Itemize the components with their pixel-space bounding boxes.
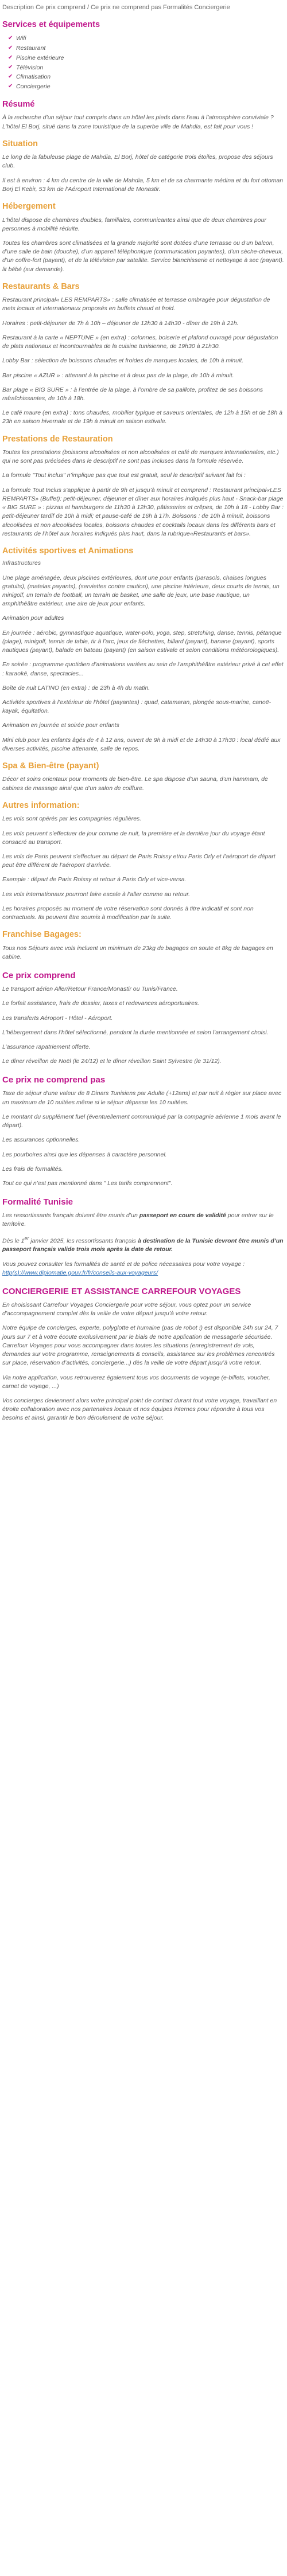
resume-section [2, 100, 284, 131]
spa-section [2, 761, 284, 793]
services-heading: Services et équipements [2, 19, 100, 29]
activites-text-7: Animation en journée et soirée pour enfants [2, 722, 119, 729]
activites-text-4: En soirée : programme quotidien d’animations variées au sein de l’amphithéâtre extérieur privé à cet effet : karaoké, danse, spectacles... [2, 661, 284, 677]
restaurants-text-5: Bar piscine « AZUR » : attenant à la piscine et à deux pas de la plage, de 10h à minuit. [2, 372, 234, 379]
conciergerie-heading: CONCIERGERIE ET ASSISTANCE CARREFOUR VOYAGES [2, 1286, 241, 1296]
franchise-heading: Franchise Bagages: [2, 930, 82, 940]
situation-text-2: Il est à environ : 4 km du centre de la ville de Mahdia, 5 km et de sa charmante médina et du fort ottoman Borj El Kebir, 53 km de l’Aéroport International de Monastir. [2, 177, 284, 193]
resume-text: À la recherche d’un séjour tout compris dans un hôtel les pieds dans l’eau à l’atmosphère conviviale ? L’hôtel El Borj, situé dans la zone touristique de la superbe ville de Mahdia, est fait pour vous ! [2, 114, 274, 130]
autres-text-2: Les vols peuvent s’effectuer de jour comme de nuit, la première et la dernière jour du voyage étant consacré au transport. [2, 830, 265, 846]
formalite-section [2, 1197, 284, 1277]
activites-text-2: Animation pour adultes [2, 615, 64, 622]
restaurants-text-6: Bar plage « BIG SURE » : à l’entrée de la plage, à l’ombre de sa paillote, profitez de ses boissons rafraîchissantes, de 10h à 18h. [2, 386, 263, 402]
activites-text-8: Mini club pour les enfants âgés de 4 à 12 ans, ouvert de 9h à midi et de 14h30 à 17h30 : local dédié aux diverses activités, piscine attenante, salle de repos. [2, 736, 281, 752]
activites-text-5: Boîte de nuit LATINO (en extra) : de 23h à 4h du matin. [2, 684, 150, 691]
check-icon: ✔ [8, 54, 13, 61]
conciergerie-section [2, 1287, 284, 1423]
spa-heading: Spa & Bien-être (payant) [2, 761, 99, 771]
services-list [2, 34, 284, 92]
conciergerie-text-1: En choisissant Carrefour Voyages Conciergerie pour votre séjour, vous optez pour un service d’accompagnement complet dès la veille de votre départ jusqu’à votre retour. [2, 1301, 251, 1318]
diplomatie-link[interactable]: http(s)://www.diplomatie.gouv.fr/fr/conseils-aux-voyageurs/ [2, 1269, 158, 1276]
list-item: ✔ Conciergerie [8, 83, 51, 91]
page [0, 3, 287, 1437]
hebergement-text-1: L’hôtel dispose de chambres doubles, familiales, communicantes ainsi que de deux chambres pour personnes à mobilité réduite. [2, 216, 266, 232]
restaurants-section [2, 282, 284, 427]
ne-comprend-text-6: Tout ce qui n’est pas mentionné dans " Les tarifs comprennent". [2, 1179, 173, 1187]
franchise-section [2, 930, 284, 961]
autres-text-4: Exemple : départ de Paris Roissy et retour à Paris Orly et vice-versa. [2, 876, 187, 884]
check-icon: ✔ [8, 45, 13, 52]
restaurants-text-1: Restaurant principal« LES REMPARTS» : salle climatisée et terrasse ombragée pour dégustation de mets locaux et internationaux proposés en buffets chaud et froid. [2, 296, 270, 312]
restaurants-text-7: Le café maure (en extra) : tons chaudes, mobilier typique et saveurs orientales, de 12h à 15h et de 18h à 23h en saison hivernale et de 19h à minuit en saison estivale. [2, 409, 282, 425]
tab-bar[interactable]: Description Ce prix comprend / Ce prix ne comprend pas Formalités Conciergerie [2, 4, 230, 11]
situation-section [2, 139, 284, 194]
restaurants-heading: Restaurants & Bars [2, 282, 80, 291]
prestations-section [2, 435, 284, 538]
formalite-text-3: Vous pouvez consulter les formalités de santé et de police nécessaires pour votre voyage : http(s)://www.diplomatie.gouv.fr/fr/conseils-aux-voyageurs/ [2, 1260, 245, 1276]
activites-text-6: Activités sportives à l’extérieur de l’hôtel (payantes) : quad, catamaran, plongée sous-marine, canoë-kayak, équitation. [2, 698, 272, 715]
comprend-heading: Ce prix comprend [2, 971, 76, 981]
autres-section [2, 801, 284, 922]
list-item: ✔ Climatisation [8, 73, 51, 81]
autres-heading: Autres information: [2, 800, 80, 810]
activites-subheading: Infrastructures [2, 560, 41, 567]
prestations-text-1: Toutes les prestations (boissons alcoolisées et non alcoolisées et café de marques internationales, etc.) qui ne sont pas précisées dans le descriptif ne sont pas incluses dans la formule réservée. [2, 449, 279, 465]
ne-comprend-text-2: Le montant du supplément fuel (éventuellement communiqué par la compagnie aérienne 1 mois avant le départ). [2, 1113, 281, 1129]
formalite-text-1: Les ressortissants français doivent être munis d’un passeport en cours de validité pour entrer sur le territoire. [2, 1212, 274, 1228]
list-item: ✔ Piscine extérieure [8, 54, 64, 61]
situation-text-1: Le long de la fabuleuse plage de Mahdia, El Borj, hôtel de catégorie trois étoiles, propose des séjours club. [2, 154, 273, 170]
formalite-heading: Formalité Tunisie [2, 1197, 73, 1207]
check-icon: ✔ [8, 64, 13, 71]
check-icon: ✔ [8, 83, 13, 90]
prestations-text-2: La formule "Tout inclus" n’implique pas que tout est gratuit, seul le descriptif suivant fait foi : [2, 472, 246, 479]
list-item: ✔ Télévision [8, 64, 44, 71]
services-section [2, 20, 284, 92]
comprend-text-6: Le dîner réveillon de Noël (le 24/12) et le dîner réveillon Saint Sylvestre (le 31/12). [2, 1058, 222, 1065]
conciergerie-text-3: Via notre application, vous retrouverez également tous vos documents de voyage (e-billets, voucher, carnet de voyage, ...) [2, 1374, 270, 1390]
hebergement-text-2: Toutes les chambres sont climatisées et la grande majorité sont dotées d’une terrasse ou d’un balcon, d’une salle de bain (douche), d’un appareil téléphonique (communication payantes), d’un sèche-cheveux, d’un coffre-fort (payant), et de la télévision par satellite. Service blanchisserie et nettoyage à sec (payant). lit bébé (sur demande). [2, 239, 284, 273]
ne-comprend-text-1: Taxe de séjour d’une valeur de 8 Dinars Tunisiens par Adulte (+12ans) et par nuit à régler sur place avec un maximum de 10 nuitées même si le séjour dépasse les 10 nuitées. [2, 1090, 282, 1106]
check-icon: ✔ [8, 73, 13, 80]
ne-comprend-text-5: Les frais de formalités. [2, 1165, 63, 1172]
activites-heading: Activités sportives et Animations [2, 546, 134, 556]
check-icon: ✔ [8, 35, 13, 42]
comprend-section [2, 971, 284, 1066]
comprend-text-2: Le forfait assistance, frais de dossier, taxes et redevances aéroportuaires. [2, 1000, 200, 1007]
ne-comprend-text-3: Les assurances optionnelles. [2, 1136, 80, 1144]
resume-heading: Résumé [2, 100, 35, 110]
autres-text-1: Les vols sont opérés par les compagnies régulières. [2, 815, 142, 823]
ne-comprend-section [2, 1075, 284, 1188]
restaurants-text-4: Lobby Bar : sélection de boissons chaudes et froides de marques locales, de 10h à minuit. [2, 357, 244, 365]
ne-comprend-heading: Ce prix ne comprend pas [2, 1075, 106, 1085]
restaurants-text-2: Horaires : petit-déjeuner de 7h à 10h – déjeuner de 12h30 à 14h30 - dîner de 19h à 21h. [2, 319, 239, 327]
autres-text-3: Les vols de Paris peuvent s’effectuer au départ de Paris Roissy et/ou Paris Orly et l’aéroport de départ peut être différent de l’aéroport d’arrivée. [2, 853, 276, 869]
comprend-text-4: L’hébergement dans l’hôtel sélectionné, pendant la durée mentionnée et selon l’arrangement choisi. [2, 1029, 269, 1036]
spa-text: Décor et soins orientaux pour moments de bien-être. Le spa dispose d’un sauna, d’un hammam, de cabines de massage ainsi que d’un salon de coiffure. [2, 776, 268, 792]
activites-text-1: Une plage aménagée, deux piscines extérieures, dont une pour enfants (parasols, chaises longues gratuits), (matelas payants), (serviettes contre caution), une piscine intérieure, deux courts de tennis, un minigolf, un terrain de football, un terrain de basket, une salle de jeux, une base nautique, un amphithéâtre extérieur, une aire de jeux pour enfants. [2, 574, 280, 608]
autres-text-5: Les vols internationaux pourront faire escale à l’aller comme au retour. [2, 890, 191, 898]
formalite-text-2: Dès le 1er janvier 2025, les ressortissants français à destination de la Tunisie devront être munis d’un passeport français valide trois mois après la date de retour. [2, 1235, 284, 1253]
restaurants-text-3: Restaurant à la carte « NEPTUNE » (en extra) : colonnes, boiserie et plafond ouvragé pour dégustation de plats nationaux et incontournables de la cuisine tunisienne, de 19h30 à 21h30. [2, 334, 278, 350]
list-item: ✔ Restaurant [8, 45, 46, 52]
comprend-text-5: L’assurance rapatriement offerte. [2, 1043, 91, 1050]
situation-heading: Situation [2, 139, 38, 148]
comprend-text-3: Les transferts Aéroport - Hôtel - Aéroport. [2, 1014, 113, 1022]
franchise-text: Tous nos Séjours avec vols incluent un minimum de 23kg de bagages en soute et 8kg de bagages en cabine. [2, 944, 273, 960]
autres-text-6: Les horaires proposés au moment de votre réservation sont donnés à titre indicatif et sont non contractuels. Ils peuvent être soumis à modification par la suite. [2, 905, 254, 921]
comprend-text-1: Le transport aérien Aller/Retour France/Monastir ou Tunis/France. [2, 986, 178, 993]
conciergerie-text-4: Vos concierges deviennent alors votre principal point de contact durant tout votre voyage, travaillant en étroite collaboration avec nos partenaires locaux et nos équipes internes pour répondre à tous vos besoins et ainsi, garantir le bon déroulement de votre séjour. [2, 1397, 277, 1422]
activites-text-3: En journée : aérobic, gymnastique aquatique, water-polo, yoga, step, stretching, danse, tennis, pétanque (plage), minigolf, tennis de table, tir à l’arc, jeux de fléchettes, billard (payant), banane (payant), sports nautiques (payant), balade en bateau (payant) (en saison estivale et selon conditions météorologiques). [2, 629, 282, 654]
prestations-heading: Prestations de Restauration [2, 434, 113, 444]
list-item: ✔ Wifi [8, 35, 26, 42]
ne-comprend-text-4: Les pourboires ainsi que les dépenses à caractère personnel. [2, 1151, 167, 1158]
activites-section [2, 546, 284, 753]
conciergerie-text-2: Notre équipe de concierges, experte, polyglotte et humaine (pas de robot !) est disponible 24h sur 24, 7 jours sur 7 et à votre écoute exclusivement par le biais de notre application de messagerie sécurisée. Carrefour Voyages pour vous accompagner dans toutes les situations (enregistrement de vols, demandes sur votre programme, renseignements & conseils, assistance sur les problèmes rencontrés sur place, réservation d’activités, conciergerie...) dès la veille de votre départ jusqu’à votre retour. [2, 1324, 278, 1367]
hebergement-section [2, 202, 284, 274]
hebergement-heading: Hébergement [2, 202, 56, 212]
prestations-text-3: La formule Tout Inclus s’applique à partir de 9h et jusqu’à minuit et comprend : Restaurant principal«LES REMPARTS» (Buffet): petit-déjeuner, déjeuner et dîner aux horaires indiqués plus haut - Snack-bar plage « BIG SURE » : pizzas et hamburgers de 11h30 à 12h30, pâtisseries et crêpes, de 10h à 18 - Lobby Bar : petit-déjeuner tardif de 10h à midi; et pause-café de 16h à 17h. Boissons : de 10h à minuit, boissons alcoolisées et non alcoolisées locales, boissons chaudes et cocktails locaux dans les différents bars et restaurants de l’hôtel aux horaires indiqués plus haut, dans la rubrique«Restaurants et bars». [2, 486, 284, 537]
